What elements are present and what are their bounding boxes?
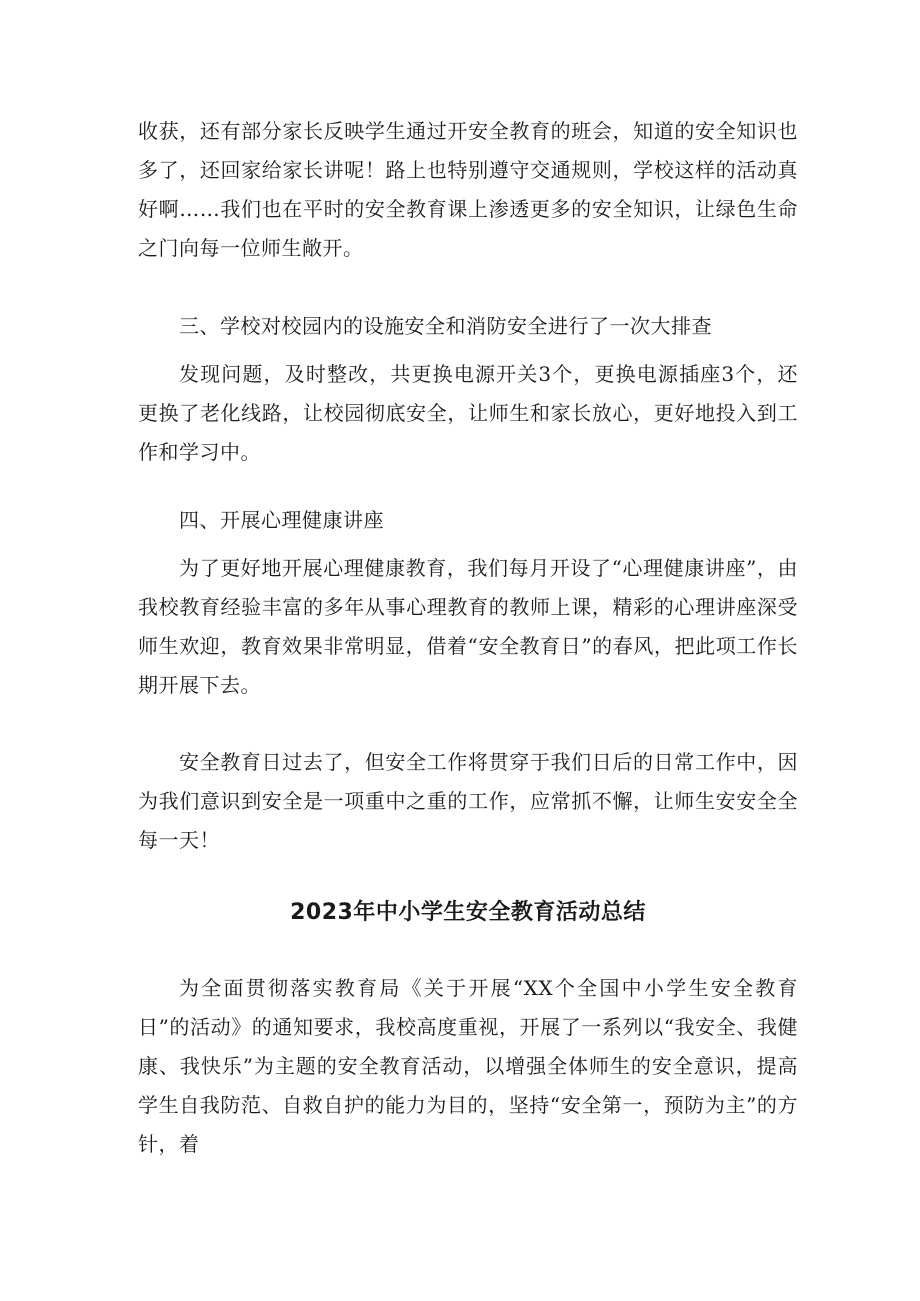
paragraph-conclusion: 安全教育日过去了，但安全工作将贯穿于我们日后的日常工作中，因为我们意识到安全是一项重中之重的工作，应常抓不懈，让师生安安全全每一天！ <box>138 750 798 852</box>
section-heading-3: 三、学校对校园内的设施安全和消防安全进行了一次大排查 <box>179 314 712 338</box>
document-title: 2023年中小学生安全教育活动总结 <box>290 900 646 925</box>
section-heading-4: 四、开展心理健康讲座 <box>179 508 384 532</box>
paragraph-psychology-lecture: 为了更好地开展心理健康教育，我们每月开设了“心理健康讲座”，由我校教育经验丰富的多年从事心理教育的教师上课，精彩的心理讲座深受师生欢迎，教育效果非常明显，借着“安全教育日”的春风，把此项工作长期开展下去。 <box>138 556 798 697</box>
paragraph-continuation: 收获，还有部分家长反映学生通过开安全教育的班会，知道的安全知识也多了，还回家给家长讲呢！路上也特别遵守交通规则，学校这样的活动真好啊……我们也在平时的安全教育课上渗透更多的安全知识，让绿色生命之门向每一位师生敞开。 <box>138 119 798 260</box>
paragraph-intro: 为全面贯彻落实教育局《关于开展“XX个全国中小学生安全教育日”的活动》的通知要求，我校高度重视，开展了一系列以“我安全、我健康、我快乐”为主题的安全教育活动，以增强全体师生的安全意识，提高学生自我防范、自救自护的能力为目的，坚持“安全第一，预防为主”的方针，着 <box>138 976 798 1156</box>
paragraph-inspection: 发现问题，及时整改，共更换电源开关3个，更换电源插座3个，还更换了老化线路，让校园彻底安全，让师生和家长放心，更好地投入到工作和学习中。 <box>138 362 798 464</box>
